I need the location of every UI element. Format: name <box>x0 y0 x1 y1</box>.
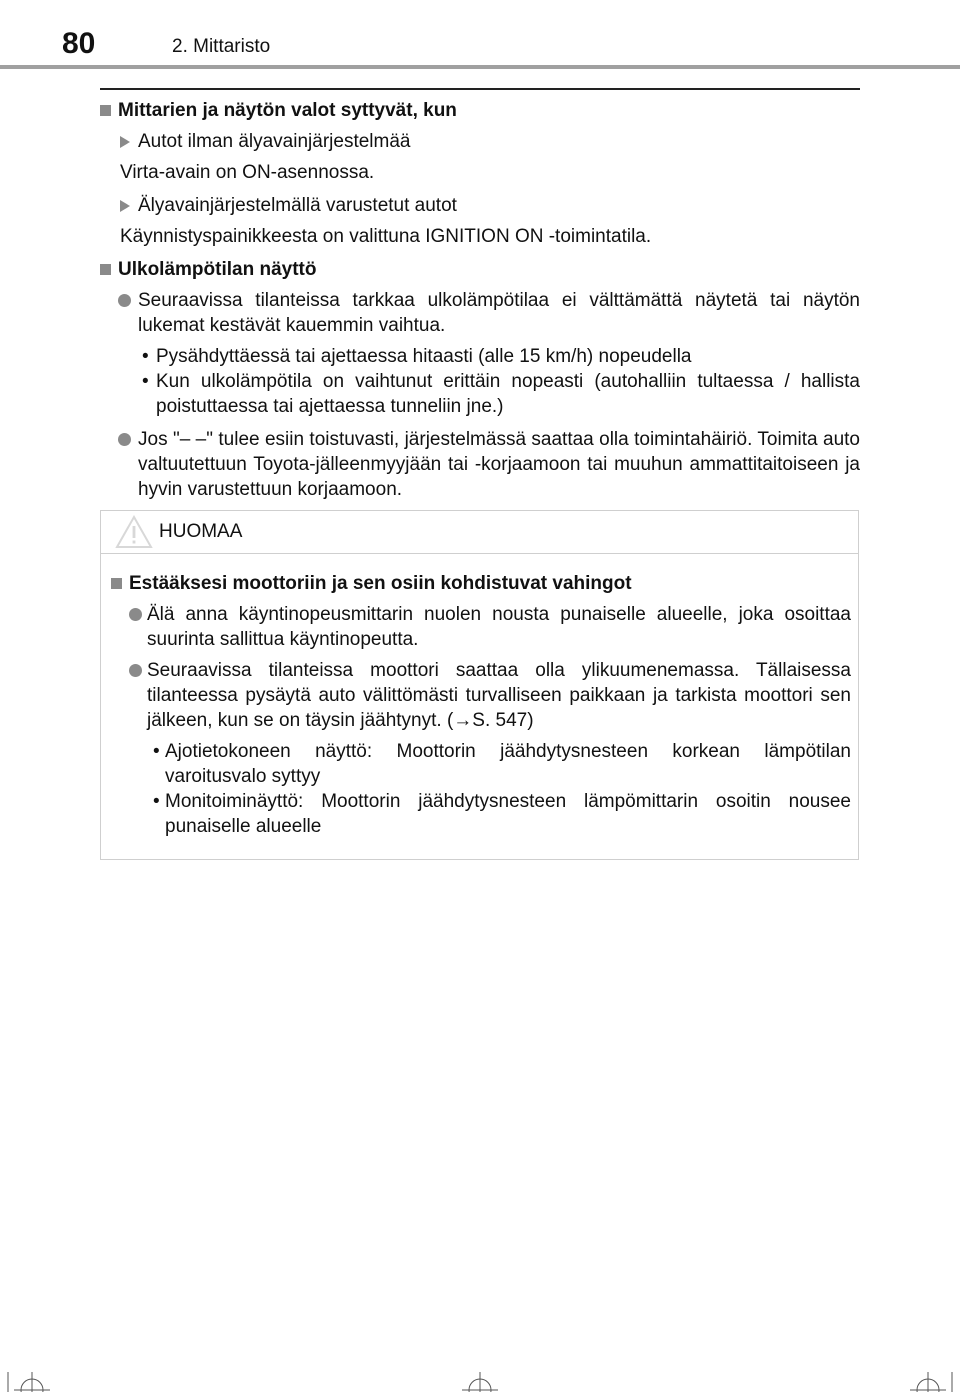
section-heading-text: Mittarien ja näytön valot syttyvät, kun <box>118 100 457 121</box>
sub-list-text: Pysähdyttäessä tai ajettaessa hitaasti (alle 15 km/h) nopeudella <box>156 346 692 367</box>
sub-bullet-marker: • <box>142 346 149 367</box>
page-header <box>0 0 960 70</box>
sub-list <box>100 344 860 419</box>
sub-list-text: Kun ulkolämpötila on vaihtunut erittäin nopeasti (autohalliin tultaessa / hallista poistuttaessa tai ajettaessa tunneliin jne.) <box>156 371 860 417</box>
page-number: 80 <box>62 27 96 60</box>
subheading-smart-key <box>100 193 860 218</box>
warning-triangle-icon <box>115 515 153 549</box>
circle-bullet-icon <box>118 433 131 446</box>
notice-title: HUOMAA <box>159 521 243 542</box>
crop-mark-icon <box>462 1372 498 1392</box>
bullet-text: Seuraavissa tilanteissa moottori saattaa olla ylikuumenemassa. Tällaisessa tilanteessa pysäytä auto välittömästi turvalliseen paikkaan ja tarkista moottori sen jälkeen, kun se on täysin jäähtynyt. (→S. 547) <box>147 660 851 731</box>
triangle-bullet-icon <box>120 200 130 212</box>
bullet-item <box>111 658 851 733</box>
bullet-item <box>100 288 860 338</box>
square-bullet-icon <box>111 578 122 589</box>
sub-bullet-marker: • <box>153 791 160 812</box>
header-divider-bar <box>0 65 960 69</box>
bullet-text: Jos "– –" tulee esiin toistuvasti, järjestelmässä saattaa olla toimintahäiriö. Toimita auto valtuutettuun Toyota-jälleenmyyjään tai -korjaamoon tai muuhun ammattitaitoiseen ja hyvin varustettuun korjaamoon. <box>138 429 860 500</box>
paragraph-ignition-key: Virta-avain on ON-asennossa. <box>120 162 375 183</box>
sub-list-item <box>100 344 860 369</box>
bullet-item <box>100 427 860 502</box>
sub-list-text: Monitoiminäyttö: Moottorin jäähdytysnesteen lämpömittarin osoitin nousee punaiselle alueelle <box>165 791 851 837</box>
notice-box <box>100 510 859 860</box>
sub-list <box>111 739 851 839</box>
notice-heading <box>111 571 851 596</box>
sub-bullet-marker: • <box>142 371 149 392</box>
crop-marks <box>0 1360 960 1392</box>
sub-list-item <box>111 789 851 839</box>
circle-bullet-icon <box>129 664 142 677</box>
main-content <box>100 96 860 508</box>
subheading-no-smart-key <box>100 129 860 154</box>
section-heading-lights <box>100 98 860 123</box>
notice-header <box>101 511 858 554</box>
section-heading-outside-temp <box>100 257 860 282</box>
content-top-rule <box>100 88 860 90</box>
square-bullet-icon <box>100 264 111 275</box>
sub-list-item <box>100 369 860 419</box>
bullet-text: Älä anna käyntinopeusmittarin nuolen nousta punaiselle alueelle, joka osoittaa suurinta sallittua käyntinopeutta. <box>147 604 851 650</box>
chapter-title: 2. Mittaristo <box>172 36 271 57</box>
bullet-item <box>111 602 851 652</box>
circle-bullet-icon <box>118 294 131 307</box>
section-heading-text: Ulkolämpötilan näyttö <box>118 259 317 280</box>
crop-mark-icon <box>8 1372 50 1392</box>
sub-list-item <box>111 739 851 789</box>
sub-bullet-marker: • <box>153 741 160 762</box>
sub-list-text: Ajotietokoneen näyttö: Moottorin jäähdytysnesteen korkean lämpötilan varoitusvalo syttyy <box>165 741 851 787</box>
notice-heading-text: Estääksesi moottoriin ja sen osiin kohdistuvat vahingot <box>129 573 632 594</box>
subheading-text: Autot ilman älyavainjärjestelmää <box>138 131 411 152</box>
circle-bullet-icon <box>129 608 142 621</box>
bullet-text: Seuraavissa tilanteissa tarkkaa ulkolämpötilaa ei välttämättä näytetä tai näytön lukemat kestävät kauemmin vaihtua. <box>138 290 860 336</box>
notice-body <box>111 569 851 847</box>
square-bullet-icon <box>100 105 111 116</box>
subheading-text: Älyavainjärjestelmällä varustetut autot <box>138 195 457 216</box>
crop-mark-icon <box>910 1372 952 1392</box>
paragraph-ignition-on: Käynnistyspainikkeesta on valittuna IGNITION ON -toimintatila. <box>120 226 652 247</box>
triangle-bullet-icon <box>120 136 130 148</box>
